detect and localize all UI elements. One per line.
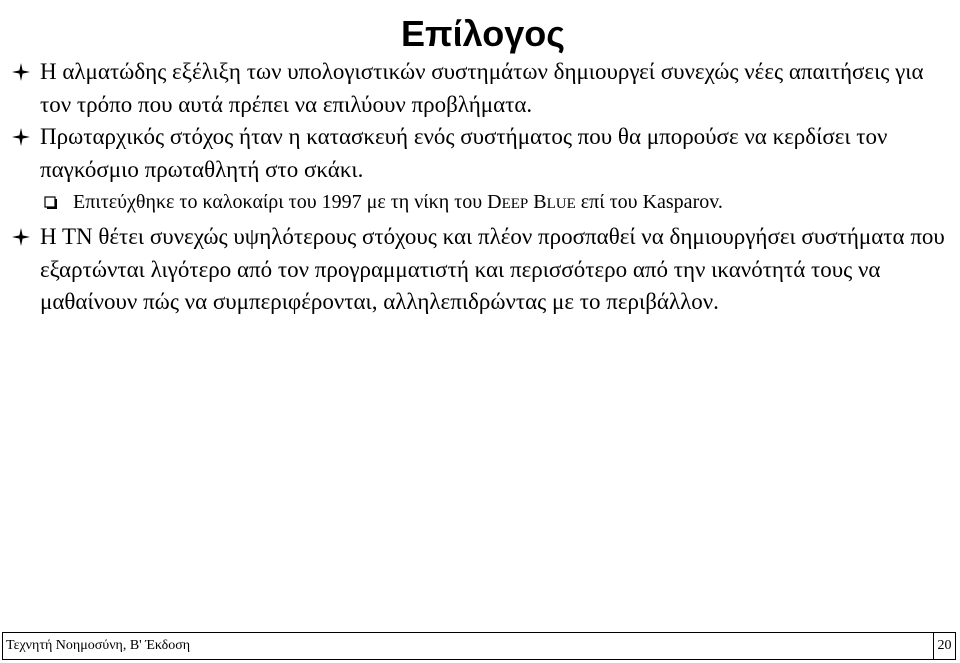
deep-blue-name: DEEP BLUE [487, 191, 576, 213]
sub-bullet-item [0, 186, 960, 221]
four-point-star-icon [10, 121, 32, 154]
page-number: 20 [937, 638, 952, 653]
slide-content [0, 56, 960, 319]
bullet-item-2 [0, 121, 960, 186]
hollow-square-icon [42, 186, 60, 219]
slide-title: Επίλογος [401, 13, 565, 54]
four-point-star-icon [10, 221, 32, 254]
slide-footer [2, 632, 956, 660]
footer-course-title: Τεχνητή Νοημοσύνη, Β' Έκδοση [6, 638, 191, 653]
bullet-item-1 [0, 56, 960, 121]
bullet-text: Η ΤΝ θέτει συνεχώς υψηλότερους στόχους και πλέον προσπαθεί να δημιουργήσει συστήματα που εξαρτώνται λιγότερο από τον προγραμματιστή και περισσότερο από την ικανότητά τους να μαθαίνουν πώς να συμπεριφέρονται, αλληλεπιδρώντας με το περιβάλλον. [40, 224, 945, 314]
bullet-text: Η αλματώδης εξέλιξη των υπολογιστικών συστημάτων δημιουργεί συνεχώς νέες απαιτήσεις για τον τρόπο που αυτά πρέπει να επιλύουν προβλήματα. [40, 59, 924, 117]
four-point-star-icon [10, 56, 32, 89]
sub-bullet-text: Επιτεύχθηκε το καλοκαίρι του 1997 με τη νίκη του DEEP BLUE επί του Kasparov. [73, 191, 723, 213]
bullet-text: Πρωταρχικός στόχος ήταν η κατασκευή ενός συστήματος που θα μπορούσε να κερδίσει τον παγκόσμιο πρωταθλητή στο σκάκι. [40, 124, 888, 182]
bullet-item-3 [0, 221, 960, 319]
